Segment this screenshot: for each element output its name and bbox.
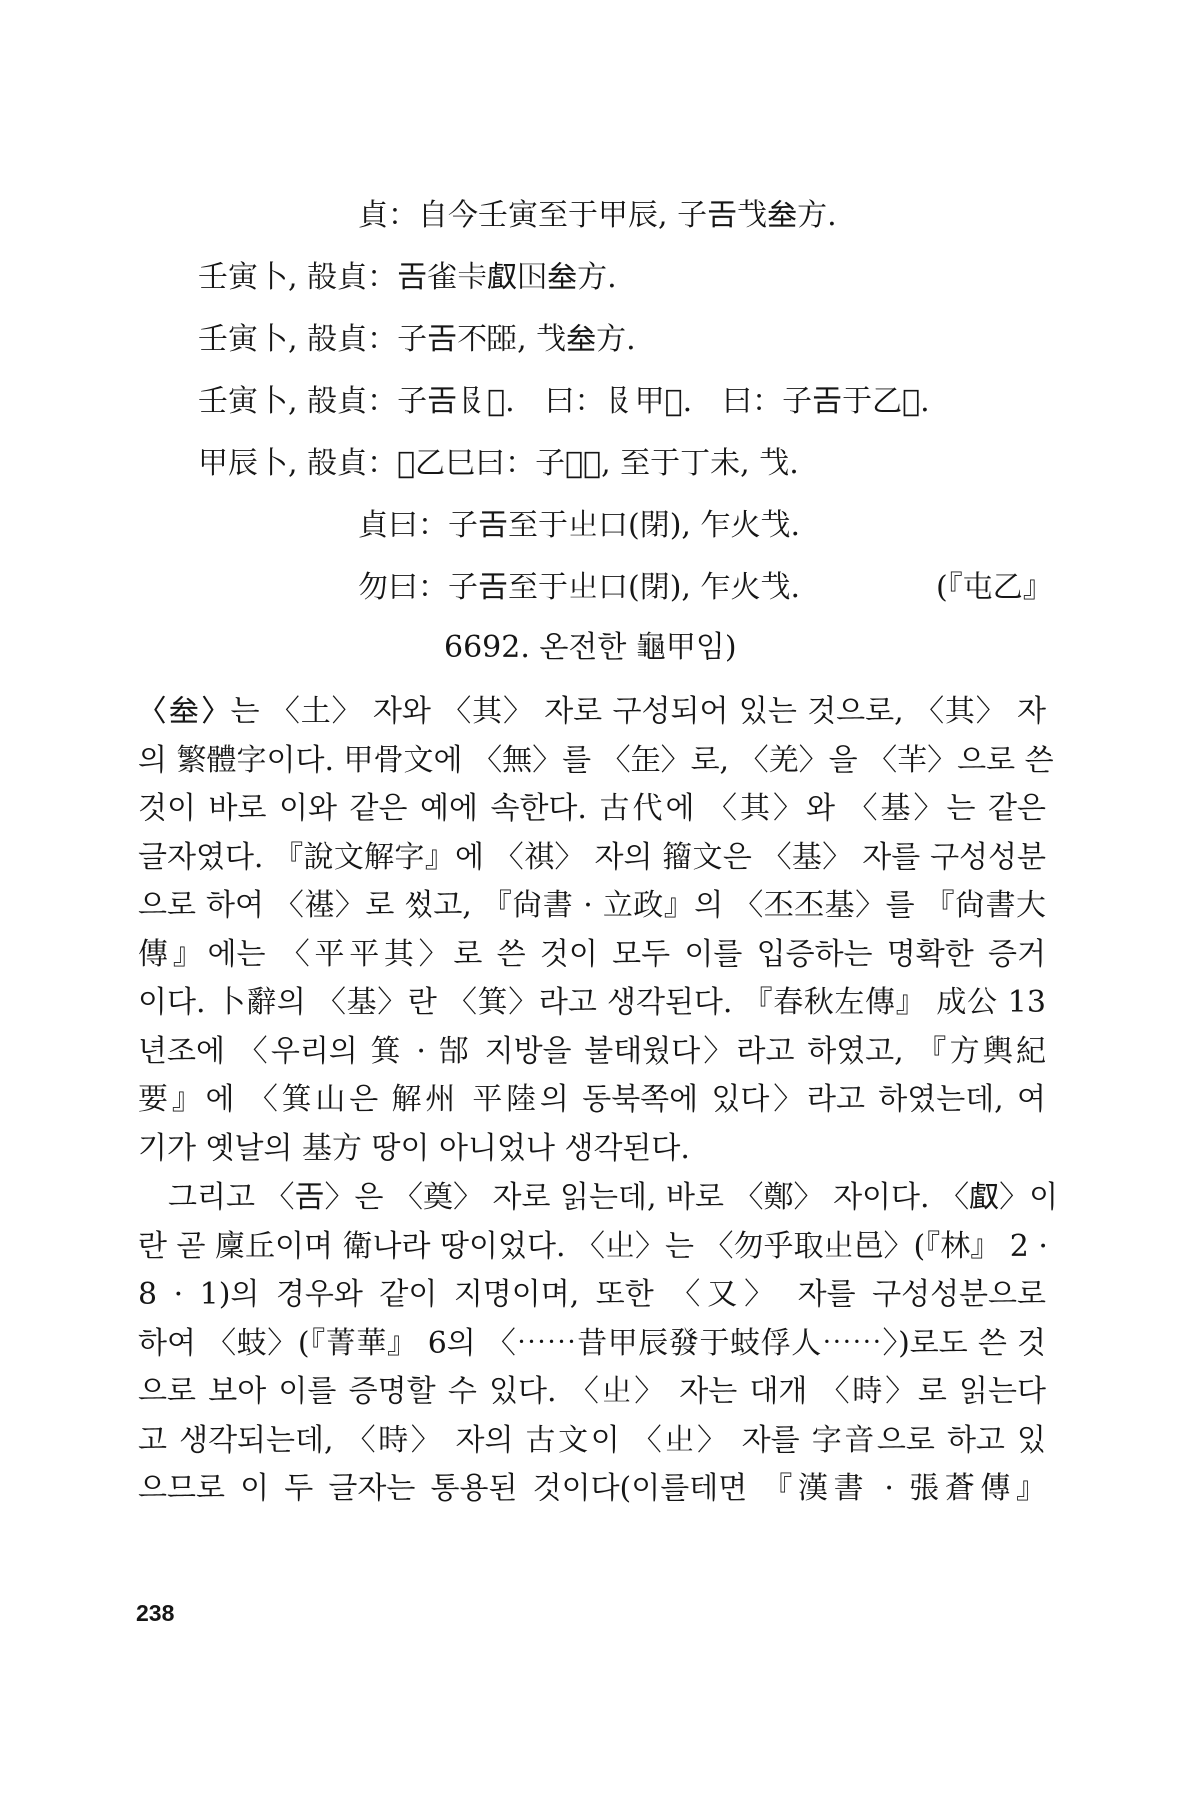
text-line: 의 繁體字이다. 甲骨文에 〈無〉를 〈𦈢〉로, 〈羌〉을 〈𦍋〉으로 쓴 [138,742,1054,778]
text-line: 란 곧 廩丘이며 衛나라 땅이었다. 〈𡳿〉는 〈勿乎取𡳿邑〉(『林』 2 · [138,1228,1048,1264]
text-line: 것이 바로 이와 같은 예에 속한다. 古代에 〈其〉와 〈基〉는 같은 [138,791,1046,826]
text-line: 傳』에는 〈平平其〉로 쓴 것이 모두 이를 입증하는 명확한 증거 [138,936,1046,972]
citation-source: (『屯乙』 [936,570,1053,605]
text-line: 하여 〈蚑〉(『菁華』 6의 〈⋯⋯昔甲辰發于蚑俘人⋯⋯〉)로도 쓴 것 [138,1325,1046,1361]
text-line: 으므로 이 두 글자는 통용된 것이다(이를테면 『漢書 · 張蒼傳』 [138,1471,1046,1506]
body-paragraph [138,688,1054,1173]
body-paragraph [138,1174,1059,1514]
text-line: 글자였다. 『說文解字』에 〈祺〉 자의 籀文은 〈基〉 자를 구성성분 [138,839,1046,875]
text-line: 8 · 1)의 경우와 같이 지명이며, 또한 〈又〉 자를 구성성분으로 [138,1277,1046,1312]
inscription-line: 壬寅卜, 㱿貞：子𢀛𠬝𦎫. 曰：𠬝甲𦎫. 曰：子𢀛于乙𦎫. [198,384,930,419]
inscription-line: 壬寅卜, 㱿貞：子𢀛不𦣦, 𢦏𡊄方. [198,322,636,357]
text-line: 〈𡊄〉는 〈土〉 자와 〈其〉 자로 구성되어 있는 것으로, 〈其〉 자 [138,694,1046,729]
text-line: 년조에 〈우리의 箕 · 郜 지방을 불태웠다〉라고 하였고, 『方輿紀 [138,1033,1046,1069]
text-line: 이다. 卜辭의 〈基〉란 〈箕〉라고 생각된다. 『春秋左傳』 成公 13 [138,985,1046,1020]
page-number: 238 [136,1600,175,1626]
inscription-line: 貞曰：子𢀛至于𡳿口(閉), 乍火𢦏. [358,508,801,543]
citation-detail: 6692. 온전한 龜甲임) [444,630,737,665]
inscription-line: 貞：自今壬寅至于甲辰, 子𢀛𢦏𡊄方. [358,198,837,233]
text-line: 고 생각되는데, 〈時〉 자의 古文이 〈𡳿〉 자를 字音으로 하고 있 [138,1422,1046,1458]
inscription-line: 甲辰卜, 㱿貞：𦏲乙巳曰：子𢀛𦎫, 至于丁未, 𢦏. [198,446,799,481]
inscription-line: 壬寅卜, 㱿貞：𢀛雀𠧗𠭯𡆥𡊄方. [198,260,617,295]
inscription-line: 勿曰：子𢀛至于𡳿口(閉), 乍火𢦏. [358,570,801,605]
text-line: 要』에 〈箕山은 解州 平陸의 동북쪽에 있다〉라고 하였는데, 여 [138,1082,1046,1117]
text-line: 그리고 〈𢀛〉은 〈奠〉 자로 읽는데, 바로 〈鄭〉 자이다. 〈𠭯〉이 [138,1180,1059,1215]
text-line: 으로 하여 〈禥〉로 썼고, 『尙書 · 立政』의 〈丕丕基〉를 『尙書大 [138,888,1046,923]
text-line: 기가 옛날의 基方 땅이 아니었나 생각된다. [138,1130,690,1166]
text-line: 으로 보아 이를 증명할 수 있다. 〈𡳿〉 자는 대개 〈時〉로 읽는다 [138,1374,1046,1409]
